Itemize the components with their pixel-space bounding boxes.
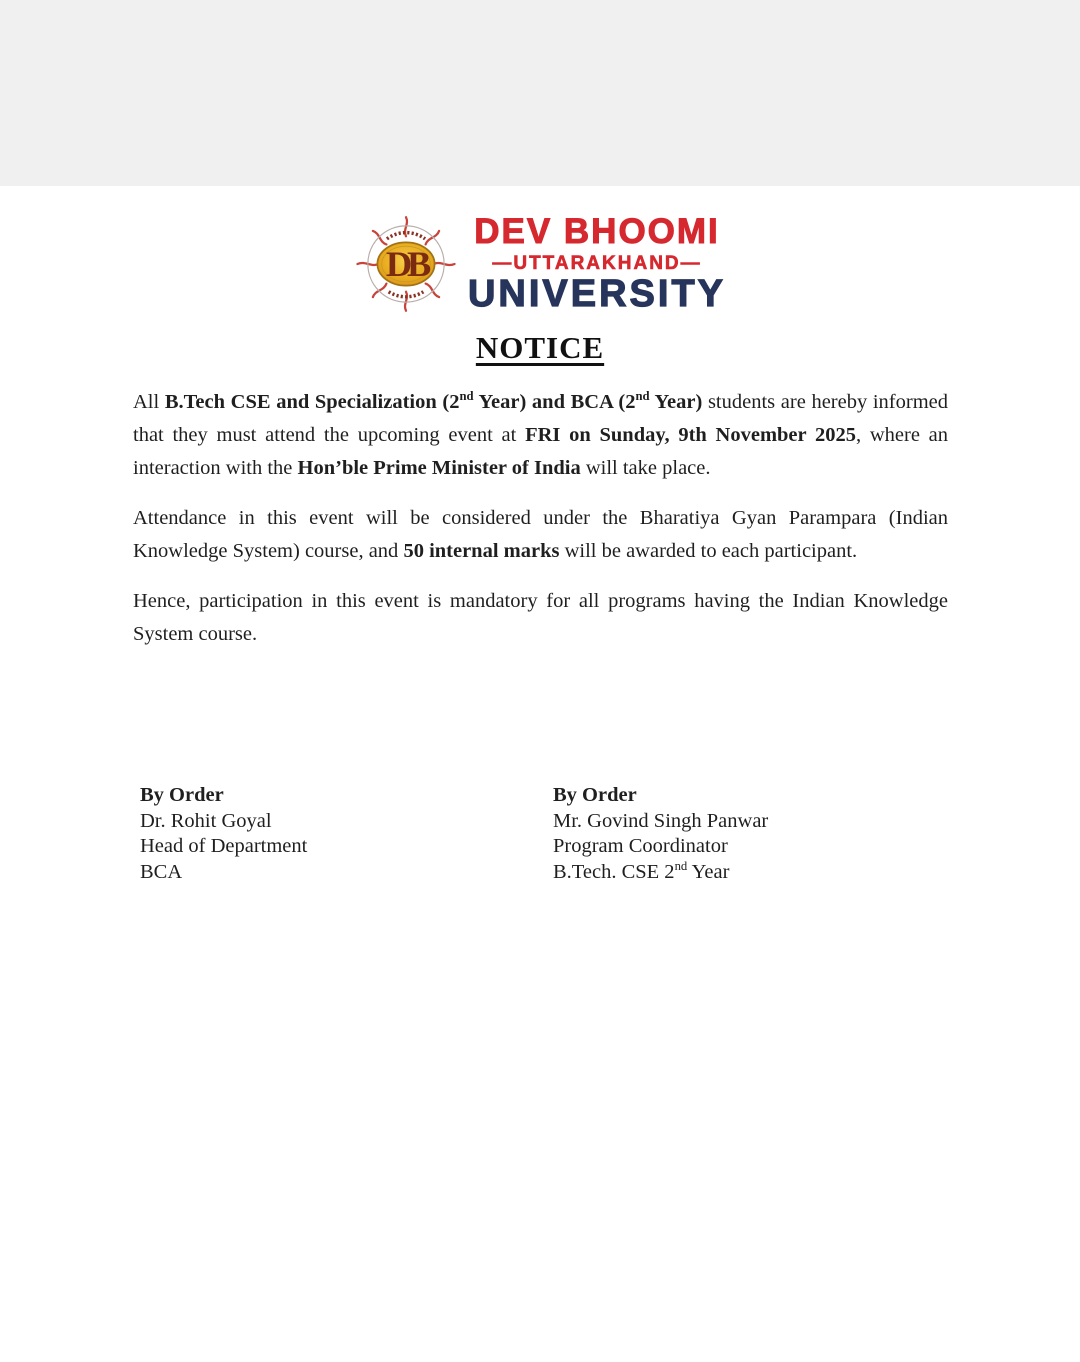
notice-paragraph-2: Attendance in this event will be considered under the Bharatiya Gyan Parampara (Indian Knowledge System) course, and 50 internal marks will be awarded to each participant. (133, 507, 948, 562)
notice-document (0, 212, 1080, 885)
notice-title: NOTICE (475, 330, 605, 365)
signature-right-program: B.Tech. CSE 2nd Year (553, 858, 730, 883)
photo-background-top-band (0, 0, 1080, 186)
signature-left (140, 783, 553, 885)
notice-body (0, 366, 1080, 651)
university-logo-text (468, 214, 726, 314)
logo-dev-bhoomi-text: DEV BHOOMI (474, 212, 720, 252)
notice-paragraph-3: Hence, participation in this event is mandatory for all programs having the Indian Knowledge System course. (133, 590, 948, 645)
university-emblem-icon (354, 212, 458, 316)
notice-paragraph-1: All B.Tech CSE and Specialization (2nd Year) and BCA (2nd Year) students are hereby informed that they must attend the upcoming event at FRI on Sunday, 9th November 2025, where an interaction with the Hon’ble Prime Minister of India will take place. (133, 389, 949, 479)
signature-right-name: Mr. Govind Singh Panwar (553, 809, 769, 832)
signature-left-by-order: By Order (140, 784, 224, 806)
logo-university-text: UNIVERSITY (467, 273, 727, 316)
logo-uttarakhand-text: —UTTARAKHAND— (492, 252, 702, 274)
signature-right-by-order: By Order (553, 784, 637, 806)
university-logo (0, 212, 1080, 316)
signature-right (553, 783, 768, 885)
signature-left-program: BCA (140, 860, 183, 883)
signature-blocks (140, 783, 1080, 885)
signature-left-name: Dr. Rohit Goyal (140, 809, 272, 832)
signature-right-role: Program Coordinator (553, 835, 728, 857)
svg-text:DB: DB (385, 244, 427, 285)
signature-left-role: Head of Department (140, 835, 308, 857)
